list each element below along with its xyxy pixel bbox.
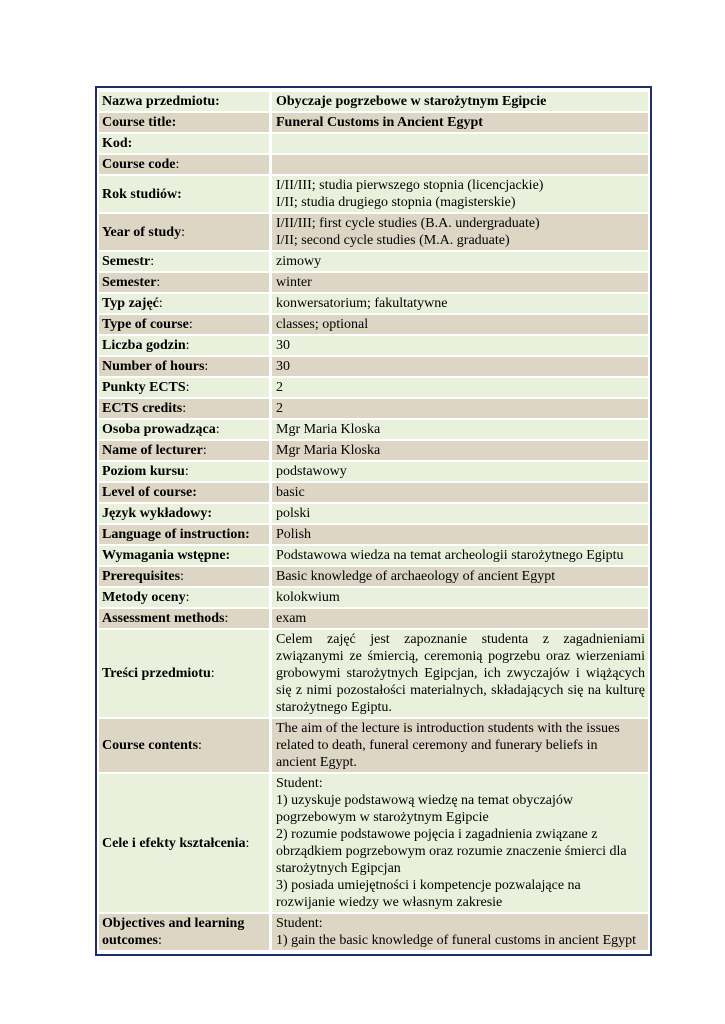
field-label-text: Assessment methods <box>102 611 225 626</box>
field-label-text: Year of study <box>102 224 182 240</box>
field-label <box>99 155 269 174</box>
table-row <box>99 134 648 153</box>
field-value <box>269 336 648 355</box>
field-label-text: Rok studiów: <box>102 186 182 202</box>
field-label <box>99 504 269 523</box>
field-label-colon: : <box>180 569 184 584</box>
field-label <box>99 630 269 717</box>
field-value-line: 30 <box>276 338 290 353</box>
table-row <box>99 462 648 481</box>
field-value-line <box>276 156 645 173</box>
field-label-text: Typ zajęć <box>102 296 159 311</box>
field-label-text: Objectives and learning outcomes <box>102 916 245 948</box>
field-value-line: rozwijanie wiedzy we własnym zakresie <box>276 895 503 910</box>
field-label <box>99 378 269 397</box>
field-value <box>269 315 648 334</box>
field-value-line: Funeral Customs in Ancient Egypt <box>276 115 483 130</box>
field-value <box>269 546 648 565</box>
field-value-line: zimowy <box>276 254 322 269</box>
table-row <box>99 630 648 717</box>
field-label-text: Semestr <box>102 254 151 269</box>
table-row <box>99 588 648 607</box>
field-label <box>99 567 269 586</box>
field-label <box>99 719 269 772</box>
field-value <box>269 588 648 607</box>
field-value <box>269 420 648 439</box>
field-label <box>99 113 269 132</box>
field-value-line: 2) rozumie podstawowe pojęcia i zagadnienia związane z <box>276 827 598 842</box>
field-label <box>99 134 269 153</box>
field-value-line: classes; optional <box>276 317 369 332</box>
field-value <box>269 914 648 950</box>
field-value-line: related to death, funeral ceremony and funerary beliefs in <box>276 738 598 753</box>
field-value <box>269 462 648 481</box>
field-value-line: konwersatorium; fakultatywne <box>276 296 448 311</box>
field-value <box>269 483 648 502</box>
field-value <box>269 357 648 376</box>
field-value <box>269 252 648 271</box>
field-value-line: 3) posiada umiejętności i kompetencje pozwalające na <box>276 878 581 893</box>
field-value <box>269 399 648 418</box>
field-label-colon: : <box>188 317 193 332</box>
field-value <box>269 567 648 586</box>
table-row <box>99 214 648 250</box>
field-label <box>99 399 269 418</box>
table-row <box>99 774 648 912</box>
field-value <box>269 214 648 250</box>
field-value-line: winter <box>276 275 312 290</box>
field-label-text: Metody oceny <box>102 590 186 605</box>
table-row <box>99 914 648 950</box>
table-row <box>99 315 648 334</box>
field-label <box>99 441 269 460</box>
field-value-line: I/II/III; studia pierwszego stopnia (licencjackie) <box>276 178 544 193</box>
table-row <box>99 609 648 628</box>
field-value-line: Mgr Maria Kloska <box>276 443 381 458</box>
field-label <box>99 273 269 292</box>
field-value-line: I/II; second cycle studies (M.A. graduate) <box>276 233 510 248</box>
field-label-text: Język wykładowy: <box>102 506 213 521</box>
field-value <box>269 609 648 628</box>
field-value-line: pogrzebowym w starożytnym Egipcie <box>276 810 489 825</box>
course-syllabus-table <box>95 86 652 956</box>
field-label-colon: : <box>224 611 229 626</box>
field-label-text: Type of course <box>102 317 189 332</box>
field-label-text: Punkty ECTS <box>102 380 186 395</box>
table-row <box>99 546 648 565</box>
field-value-line: podstawowy <box>276 464 347 479</box>
field-label-colon: : <box>198 738 202 753</box>
field-label-colon: : <box>158 296 163 311</box>
field-label-text: Level of course: <box>102 485 197 500</box>
table-row <box>99 420 648 439</box>
field-value <box>269 113 648 132</box>
field-value <box>269 525 648 544</box>
field-value <box>269 630 648 717</box>
field-label-colon: : <box>158 933 162 948</box>
field-label-colon: : <box>185 590 190 605</box>
field-value-line: 30 <box>276 359 290 374</box>
field-label-text: Kod: <box>102 136 133 151</box>
field-value-line: Celem zajęć jest zapoznanie studenta z zagadnieniami związanymi ze śmiercią, ceremonią pogrzebu oraz wierzeniami grobowymi starożytnych Egipcjan, ich zwyczajów i wiążących się z nimi pozostałości materialnych, składających się na kulturę starożytnego Egiptu. <box>276 632 645 715</box>
field-label <box>99 546 269 565</box>
field-label <box>99 774 269 912</box>
field-value <box>269 504 648 523</box>
field-value-line: Podstawowa wiedza na temat archeologii starożytnego Egiptu <box>276 548 624 563</box>
field-label <box>99 609 269 628</box>
table-row <box>99 567 648 586</box>
field-value <box>269 273 648 292</box>
field-label-colon: : <box>175 157 180 172</box>
table-row <box>99 378 648 397</box>
field-label-text: Name of lecturer <box>102 443 203 458</box>
table-row <box>99 176 648 212</box>
field-label-colon: : <box>210 666 215 681</box>
field-value <box>269 294 648 313</box>
field-label <box>99 252 269 271</box>
field-value-line: exam <box>276 611 307 626</box>
field-label-colon: : <box>181 224 185 240</box>
field-label <box>99 483 269 502</box>
field-value-line: Polish <box>276 527 312 542</box>
table-row <box>99 719 648 772</box>
field-value <box>269 176 648 212</box>
field-label-text: ECTS credits <box>102 401 183 416</box>
field-label-text: Prerequisites <box>102 569 181 584</box>
field-label-text: Nazwa przedmiotu: <box>102 94 220 109</box>
field-value-line: I/II; studia drugiego stopnia (magisterskie) <box>276 195 516 210</box>
field-label-text: Liczba godzin <box>102 338 186 353</box>
table-row <box>99 399 648 418</box>
field-label <box>99 294 269 313</box>
field-label <box>99 92 269 111</box>
field-label-text: Osoba prowadząca <box>102 422 216 437</box>
field-value-line: Mgr Maria Kloska <box>276 422 381 437</box>
field-label <box>99 588 269 607</box>
table-body <box>99 92 648 950</box>
field-value-line: Student: <box>276 916 323 931</box>
field-value-line: polski <box>276 506 311 521</box>
field-label <box>99 420 269 439</box>
table-row <box>99 504 648 523</box>
field-value <box>269 719 648 772</box>
field-label-text: Wymagania wstępne: <box>102 548 231 563</box>
field-label <box>99 336 269 355</box>
field-value-line <box>276 135 645 152</box>
field-label-text: Poziom kursu <box>102 464 185 479</box>
field-value-line: The aim of the lecture is introduction students with the issues <box>276 721 620 736</box>
table-row <box>99 113 648 132</box>
field-label-colon: : <box>156 275 161 290</box>
field-label-colon: : <box>215 422 220 437</box>
field-label-text: Course title: <box>102 115 177 130</box>
field-label-text: Number of hours <box>102 359 205 374</box>
field-label <box>99 214 269 250</box>
table-row <box>99 525 648 544</box>
table-row <box>99 252 648 271</box>
field-value <box>269 155 648 174</box>
field-value-line: 1) uzyskuje podstawową wiedzę na temat obyczajów <box>276 793 574 808</box>
field-value <box>269 378 648 397</box>
field-value <box>269 134 648 153</box>
table-row <box>99 483 648 502</box>
field-label-colon: : <box>182 401 187 416</box>
field-label-colon: : <box>185 380 190 395</box>
field-label-text: Course code <box>102 157 176 172</box>
table-row <box>99 336 648 355</box>
table-row <box>99 155 648 174</box>
table-row <box>99 92 648 111</box>
field-label-text: Semester <box>102 275 157 290</box>
field-label-colon: : <box>245 835 250 851</box>
table-row <box>99 273 648 292</box>
field-value-line: Obyczaje pogrzebowe w starożytnym Egipcie <box>276 94 547 109</box>
field-label-text: Language of instruction: <box>102 527 250 542</box>
field-value-line: kolokwium <box>276 590 340 605</box>
table-row <box>99 441 648 460</box>
field-label-colon: : <box>204 359 209 374</box>
field-label-colon: : <box>150 254 155 269</box>
field-value <box>269 774 648 912</box>
field-label <box>99 914 269 950</box>
field-label-text: Course contents <box>102 738 199 753</box>
field-label-colon: : <box>185 338 190 353</box>
field-label <box>99 176 269 212</box>
field-label-text: Cele i efekty kształcenia <box>102 835 246 851</box>
field-value-line: I/II/III; first cycle studies (B.A. undergraduate) <box>276 216 540 231</box>
field-value-line: 2 <box>276 380 283 395</box>
table-row <box>99 357 648 376</box>
field-label <box>99 462 269 481</box>
field-label <box>99 357 269 376</box>
field-value-line: ancient Egypt. <box>276 755 357 770</box>
field-value-line: Basic knowledge of archaeology of ancient Egypt <box>276 569 556 584</box>
field-value-line: 2 <box>276 401 283 416</box>
field-value-line: basic <box>276 485 305 500</box>
field-value-line: starożytnych Egipcjan <box>276 861 401 876</box>
table-row <box>99 294 648 313</box>
field-value-line: obrządkiem pogrzebowym oraz rozumie znaczenie śmierci dla <box>276 844 627 859</box>
field-label-colon: : <box>202 443 207 458</box>
field-value-line: 1) gain the basic knowledge of funeral customs in ancient Egypt <box>276 933 637 948</box>
field-value <box>269 92 648 111</box>
field-value <box>269 441 648 460</box>
field-label <box>99 525 269 544</box>
field-value-line: Student: <box>276 776 323 791</box>
field-label-text: Treści przedmiotu <box>102 666 211 681</box>
field-label-colon: : <box>184 464 189 479</box>
field-label <box>99 315 269 334</box>
